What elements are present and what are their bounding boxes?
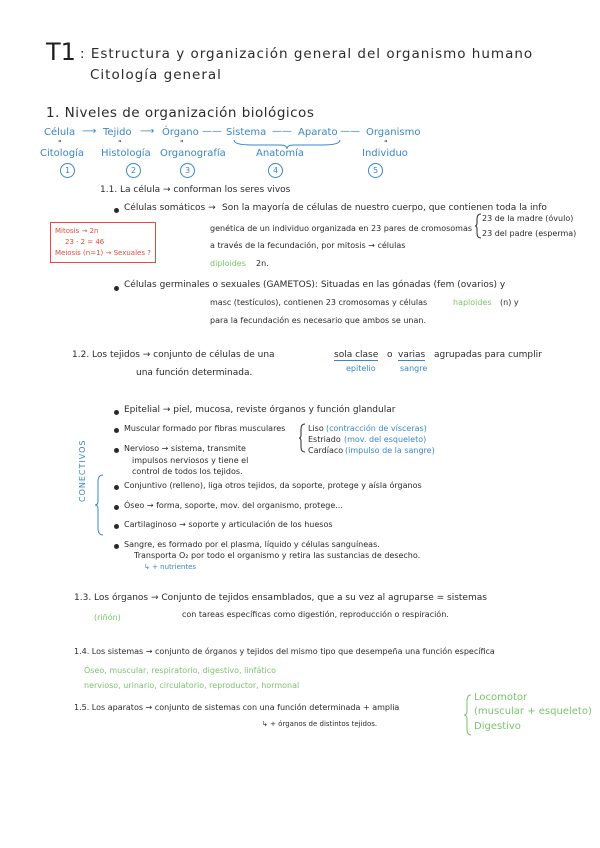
bullet-icon [114,505,119,510]
page-title: : Estructura y organización general del organismo humano [80,46,534,62]
tissue-sangre: Sangre, es formado por el plasma, líquido y células sanguíneas. [124,540,380,549]
level-celula: Célula [44,127,76,138]
cardiaco-note: (impulso de la sangre) [345,446,435,455]
muscle-cardiaco: Cardíaco [308,446,344,455]
somatic-text: genética de un individuo organizada en 23 pares de cromosomas [210,224,473,233]
germ-text: masc (testículos), contienen 23 cromosomas y células [210,298,428,307]
arrow-icon: ⟶ [140,126,155,137]
bullet-icon [114,448,119,453]
somatic-label: Células somáticos → [124,203,216,213]
tissue-nervioso: control de todos los tejidos. [132,467,243,476]
number-badge: 1 [60,163,75,178]
level-aparato: Aparato [298,127,338,138]
science-individuo: Individuo [362,148,408,159]
bullet-icon [114,208,119,213]
tissue-epitelial: Epitelial → piel, mucosa, reviste órganos y función glandular [124,405,396,415]
aparato-digestivo: Digestivo [474,721,521,732]
tissue-conjuntivo: Conjuntivo (relleno), liga otros tejidos, da soporte, protege y aísla órganos [124,481,422,490]
aparatos-text: ↳ + órganos de distintos tejidos. [262,720,378,728]
estriado-note: (mov. del esqueleto) [344,435,427,444]
science-organografia: Organografía [160,148,226,159]
tissue-cartilaginoso: Cartilaginoso → soporte y articulación de los huesos [124,520,333,529]
tissue-nervioso: impulsos nerviosos y tiene el [132,456,249,465]
level-organismo: Organismo [366,127,421,138]
sangre-note: sangre [400,364,428,373]
subsection-heading: 1.3. Los órganos → Conjunto de tejidos ensamblados, que a su vez al agruparse = sistemas [74,593,487,603]
somatic-text: Son la mayoría de células de nuestro cuerpo, que contienen toda la info [222,203,547,213]
page-subtitle: Citología general [90,67,222,83]
liso-note: (contracción de vísceras) [326,424,427,433]
aparato-locomotor-detail: (muscular + esqueleto) [474,706,592,717]
note-line: 23 · 2 = 46 [65,238,105,246]
bullet-icon [114,485,119,490]
brace-icon [463,694,472,736]
tissue-oseo: Óseo → forma, soporte, mov. del organismo, protege... [124,501,343,510]
science-anatomia: Anatomía [256,148,304,159]
note-line: Mitosis → 2n [55,227,99,235]
bullet-icon [114,524,119,529]
diploides-term: diploides [210,259,246,268]
connector-o: o [387,350,393,360]
muscle-liso: Liso [308,424,324,433]
section-title: 1. Niveles de organización biológicos [46,105,315,121]
dash-line: —— [340,126,360,137]
conectivos-label: CONECTIVOS [78,439,87,502]
ditto-mark: " [384,139,388,148]
subsection-heading: 1.2. Los tejidos → conjunto de células de una [72,350,275,360]
organos-text: con tareas específicas como digestión, reproducción o respiración. [182,610,449,619]
arrow-icon: ⟶ [82,126,97,137]
level-sistema: Sistema [226,127,267,138]
bullet-icon [114,428,119,433]
ditto-mark: " [118,139,122,148]
topic-number: T1 [46,38,76,66]
bullet-icon [114,544,119,549]
germ-text: para la fecundación es necesario que ambos se unan. [210,316,427,325]
number-badge: 4 [268,163,283,178]
dash-line: —— [202,126,222,137]
two-n: 2n. [256,259,269,268]
sistemas-examples: nervioso, urinario, circulatorio, reproductor, hormonal [84,681,300,690]
haploides-term: haploides [453,298,492,307]
epitelio-note: epitelio [346,364,376,373]
level-organo: Órgano [162,127,199,138]
tissue-muscular: Muscular formado por fibras musculares [124,424,286,433]
ditto-mark: " [180,139,184,148]
science-histologia: Histología [101,148,151,159]
germ-text: (n) y [500,298,519,307]
subsection-heading: 1.1. La célula → conforman los seres vivos [100,185,291,195]
level-tejido: Tejido [103,127,132,138]
subsection-heading: 1.5. Los aparatos → conjunto de sistemas con una función determinada + amplia [74,703,400,712]
varias: varias [398,350,426,360]
germ-text: Células germinales o sexuales (GAMETOS): Situadas en las gónadas (fem (ovarios) y [124,280,506,290]
sola-clase: sola clase [334,350,379,360]
mitosis-note [50,222,156,263]
chromosome-mother: 23 de la madre (óvulo) [482,214,574,223]
somatic-text: a través de la fecundación, por mitosis → células [210,241,406,250]
nutrientes-note: ↳ + nutrientes [144,563,197,571]
bullet-icon [114,410,119,415]
brace-icon [94,474,104,536]
brace-icon [474,213,482,239]
muscle-estriado: Estriado [308,435,341,444]
rinon-note: (riñón) [94,613,121,622]
number-badge: 3 [180,163,195,178]
subsection-heading: agrupadas para cumplir [434,350,542,360]
subsection-heading: 1.4. Los sistemas → conjunto de órganos y tejidos del mismo tipo que desempeña una función específica [74,647,495,656]
ditto-mark: " [58,139,62,148]
aparato-locomotor: Locomotor [474,692,528,703]
sistemas-examples: Óseo, muscular, respiratorio, digestivo, linfático [84,666,277,675]
tissue-sangre: Transporta O₂ por todo el organismo y retira las sustancias de desecho. [134,551,421,560]
note-line: Meiosis (n=1) → Sexuales ? [55,249,151,257]
science-citologia: Citología [40,148,84,159]
brace-icon [298,423,306,453]
chromosome-father: 23 del padre (esperma) [482,229,577,238]
subsection-heading: una función determinada. [136,368,253,378]
number-badge: 2 [126,163,141,178]
dash-line: —— [272,126,292,137]
number-badge: 5 [368,163,383,178]
bullet-icon [114,286,119,291]
tissue-nervioso: Nervioso → sistema, transmite [124,444,246,453]
